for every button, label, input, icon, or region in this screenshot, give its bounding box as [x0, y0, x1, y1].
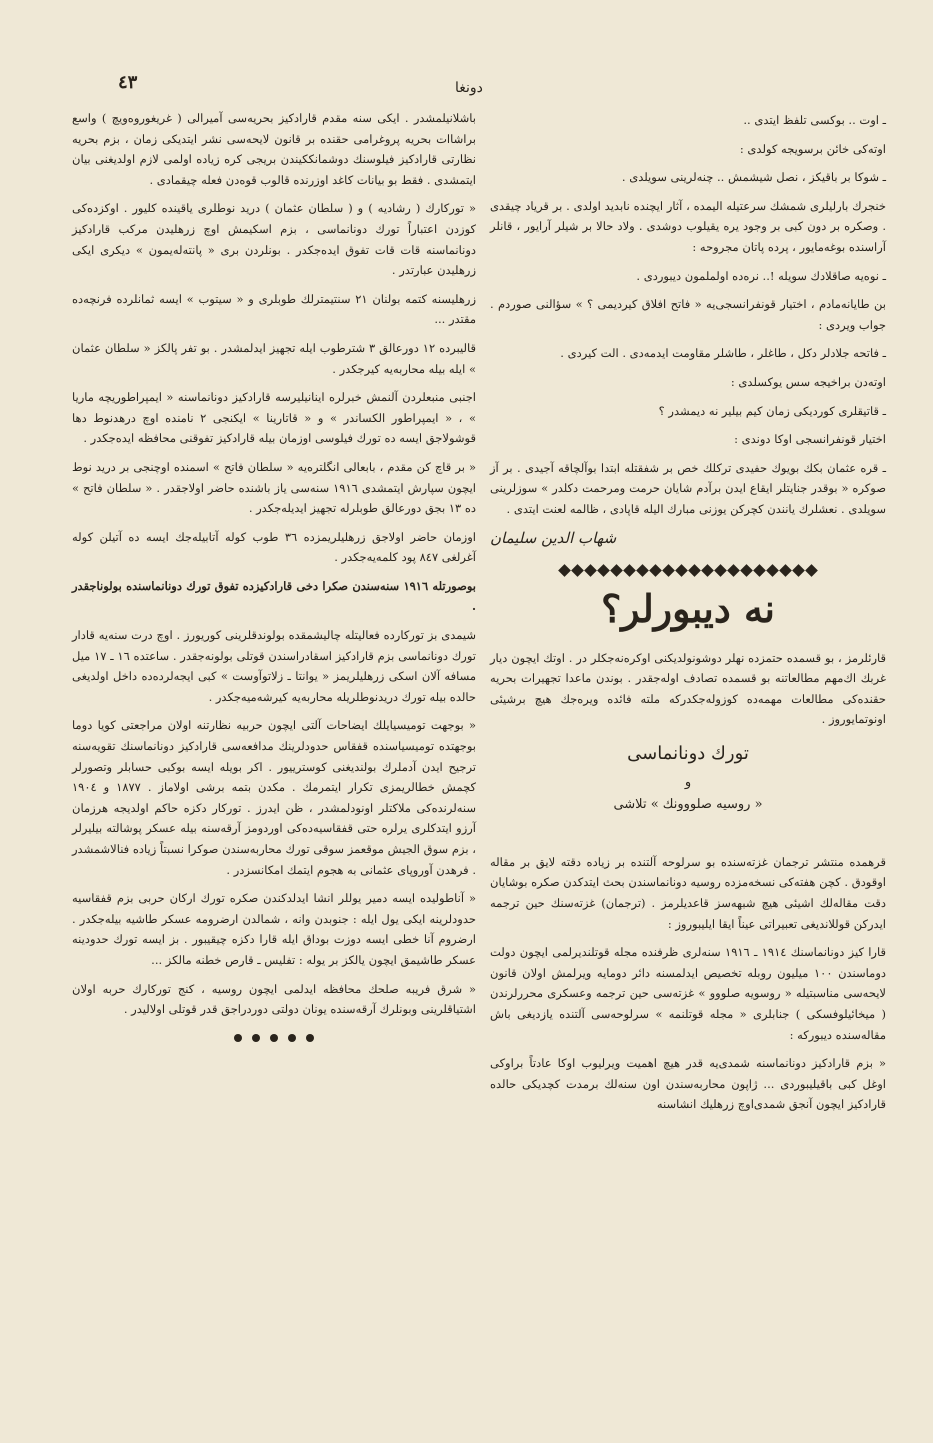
article-paragraph: اجنبی منبعلردن آلنمش خبرلره اینانیلیرسه قارادکیز دونانماسنه « ایمپراطوریچه ماریا » ، « ایمپراطور الکساندر » و « قاتارینا » ایکنجی ۲ نامنده اوچ درهدنوط دها قوشولاجق ایسه ده تورك فیلوسی اوزمان بیله قارادکیز تفوقنی محافظه ایده‌جکدر . [72, 390, 476, 446]
ornament-dot [270, 1034, 278, 1042]
article-bold-paragraph: بوصورتله ۱۹۱٦ سنه‌سندن صکرا دخی قارادکیزده تفوق تورك دونانماسنده بولوناجقدر . [72, 578, 477, 614]
dialogue-line: ـ فاتحه جلادلر دکل ، طاغلر ، طاشلر مقاومت ایدمه‌دی . الت کیردی . [560, 346, 886, 361]
ornament-dot [252, 1034, 260, 1042]
article-paragraph: « بوجهت تومیسیایلك ایضاحات آلتی ایچون حربیه نظارتنه اولان مراجعتی کویا دوما بوجهتده تومیسیاسنده قفقاس حدودلرینك مدافعه‌سی قارادکیز دونانماسنك تقویه‌سنه ترجیح ایدن آدملرك بولندیغنی کوسترییور . اکر بویله ایسه بوکبی حسابلر وتصورلر کچمش خطالریمزی تکرار ایتمرمك . مکدن بتمه برشی اولاماز . ۱۸۷۷ و ۱۹۰٤ سنه‌لرنده‌کی ملاکتلر اونودلمشدر ، ظن ایدرز . تورکار دکزه حاکم اولدیجه هرزمان آرزو ایتدکلری یرلره حتی قفقاسیه‌ده‌کی اوردومز آرقه‌سنه بیله عسکر پوشالته بیلیرلر ، بزم سوق الجیش موقعمز سوقی تورك محاربه‌سندن صوکرا نسبتاً زیاده فنالاشمشدر . فرهدن آوروپای عثمانی به هجوم ایتمك امکانسزدر . [72, 718, 476, 877]
article-paragraph: « تورکارك ( رشادیه ) و ( سلطان عثمان ) درید نوطلری یاقینده کلیور . اوکزده‌کی کوزدن اعتباراً تورك دونانماسی ، بزم اسکیمش اوچ زرهلیدن مرکب قارادکیز دونانماسنه قات قات تفوق ایده‌جکدر . بونلردن بری « پانته‌له‌یمون » دیکری ایکی زرهلیدن عبارتدر . [72, 201, 476, 278]
dialogue-line: ـ قاتیقلری کوردیکی زمان کیم بیلیر نه دیمشدر ؟ [658, 403, 886, 418]
dialogue-line: ـ نوه‌یه صاقلادك سویله !.. نره‌ده اولملمون دیبوردی . [636, 268, 886, 283]
article-paragraph: قرهمده منتشر ترجمان غزته‌سنده بو سرلوحه آلتنده بر زیاده دقته لایق بر مقاله اوقودق . کچن هفته‌کی نسخه‌مزده روسیه دونانماسندن بحث ایتدکدن صکره بوشایان دقت مقاله‌لك اشیئی هیچ شبهه‌سز قاعدیلرمز . (ترجمان) غزته‌سنك حین ترجمه ایدرکن قوللاندیغی تعبیراتی عیناً ایقا ایلیبوروز : [490, 854, 886, 931]
end-ornament [72, 1034, 476, 1042]
ornament-dot [234, 1034, 242, 1042]
article-paragraph: « شرق فریبه صلحك محافظه ایدلمی ایچون روسیه ، کنج تورکارك حربه اولان اشتیاقلرینی وبونلرك آرقه‌سنده یونان دولتی دوردراجق قدر قوتلی اولالیدر . [72, 981, 476, 1017]
article-paragraph: قالیبرده ۱۲ دورعالق ۳ شترطوب ایله تجهیز ایدلمشدر . بو تفر پالکز « سلطان عثمان » ایله بیله محاربه‌یه کیرجکدر . [72, 340, 477, 376]
article-title: تورك دونانماسی [627, 743, 749, 765]
dialogue-line: ـ اوت .. بوکسی تلفظ ایتدی .. [743, 113, 886, 127]
section-divider [490, 566, 886, 575]
title-conjunction: و [684, 774, 692, 790]
ornament-dot [288, 1034, 296, 1042]
ornament-dot [306, 1034, 314, 1042]
article-paragraph: شیمدی بز تورکارده فعالیتله چالیشمقده بولوندقلرینی کوریورز . اوچ درت سنه‌یه قادار تورك دونانماسی بزم قارادکیز اسقادراسندن قوتلی بولونه‌جقدر . ساعتده ۱٦ ـ ۱۷ میل مسافه آلان اسکی زرهلیلریمز « یوانتا ـ زلاتوآوست » کبی ایجه‌لرده‌ده داخل اولدیغی حالده بیله تورك دریدنوطلریله محاربه‌یه کیرشه‌میه‌جکدر . [72, 628, 476, 704]
dialogue-line: اختیار قونفرانسجی اوکا دوندی : [734, 432, 886, 447]
dialogue-line: ـ قره عثمان بکك بویوك حفیدی ترکلك خص بر شفقتله ابتدا بوآلچاقه آجیدی . بر آز صوکره « بوقدر جنایتلر ایقاع ایدن برآدم شایان حرمت ومرحمت دکلدر » سوزلرینی سویلدی . نعشلرك یانندن کچرکن یوزنی مبارك الیله قاپادی ، ظالمه لعنت ایتدی . [490, 460, 886, 516]
dialogue-line: بن طایانه‌مادم ، اختیار قونفرانسجی‌یه « فاتح افلاق کیردیمی ؟ » سؤالنی صوردم . جواب ویردی : [490, 297, 886, 332]
article-paragraph: « آناطولیده ایسه دمیر یوللر انشا ایدلدکندن صکره تورك ارکان حربی بزم قفقاسیه حدودلرینه ایکی یول ایله : جنوبدن وانه ، شمالدن ارضرومه عسکر طاشیه بیله‌جکدر . ارضروم آنا خطی ایسه دوزت بوداق ایله قارا دکزه چیقیبور . بز ایسه تورك حدودینه عسکر طاشیمق ایچون یالکز بر یوله : تفلیس ـ قارص خطنه مالکز ... [72, 891, 476, 967]
dialogue-line: ـ شوکا بر باقیکز ، نصل شیشمش .. چنه‌لرینی سویلدی . [621, 170, 886, 185]
page-number: ٤٣ [118, 72, 138, 93]
dialogue-line: اوته‌دن براخیجه سس یوکسلدی : [730, 374, 886, 389]
right-column [490, 110, 886, 1123]
dialogue-line: خنجرك بارلیلری شمشك سرعتیله الیمده ، آثار ایچنده نابدید اولدی . بر قریاد چیقدی . وصکره بر دون کبی بر وجود یره یقیلوب دوشدی . ولاد حالا بر شیلر آرایور ، قانلر آراسنده بوغه‌مایور ، پرده پاتان مجروحه : [490, 198, 886, 254]
author-signature: شهاب الدین سلیمان [490, 528, 617, 547]
left-column [72, 108, 476, 1042]
article-paragraph: اوزمان حاضر اولاجق زرهلیلریمزده ۳٦ طوب کوله آتابیله‌جك ایسه ده آتیلن کوله آغرلغی ۸٤۷ پود کلمه‌یه‌جکدر . [72, 529, 476, 565]
article-paragraph: زرهلیسنه کتمه بولنان ۲۱ سنتیمترلك طوبلری و « سیتوب » ایسه ثمانلرده فرنچه‌ده مقتدر ... [72, 291, 476, 327]
section-intro: قارئلرمز ، بو قسمده حتمزده نهلر دوشونولدیکنی اوکره‌نه‌جکلر در . اوتك ایچون دیار غربك اك‌مهم مطالعاتنه بو قسمده تصادف اوله‌جقدر . بوندن ماعدا تجهیرات بحریه حقنده‌کی مطالعات مهمه‌ده کوزوله‌جکدرکه ملته فائده ویره‌جك هیچ برشیئی اونوتمایوروز . [490, 650, 886, 727]
dialogue-line: اوته‌کی خائن برسویجه کولدی : [739, 141, 886, 156]
page-header-title: دونغا [455, 80, 483, 96]
article-paragraph: « بر قاچ کن مقدم ، بابعالی انگلتره‌یه « سلطان فاتح » اسمنده اوچنجی بر درید نوط ایچون سپارش ایتمشدی ۱۹۱٦ سنه‌سی یاز باشنده حاضر اولاجقدر . « سلطان فاتح » ده ۱۳ بجق دورعالق طوبلرله تجهیز ایدیله‌جکدر . [72, 459, 476, 516]
article-subtitle: « روسیه صلووونك » تلاشی [613, 797, 763, 813]
article-paragraph: « بزم قارادکیز دونانماسنه شمدی‌یه قدر هیچ اهمیت ویرلیوب اوکا عادتاً براوکی اوغل کبی باقیلیبوردی ... ژاپون محاربه‌سندن اون سنه‌لك برمدت کچدیکی حالده قارادکیز ایچون آنجق شمدی‌اوچ زرهلیك انشاسنه [490, 1056, 886, 1112]
article-paragraph: قارا کیز دونانماسنك ۱۹۱٤ ـ ۱۹۱٦ سنه‌لری ظرفنده مجله قوتلندیرلمی ایچون دولت دوماسندن ۱۰۰ میلیون روبله تخصیص ایدلمسنه دائر دومایه ویرلمش اولان قانون لایحه‌سی مناسبتیله « روسویه صلووو » غزته‌سی حین ترجمه وعسکری محررلرندن ( میخائیلوفسکی ) جنابلری « مجله قوتلنمه » سرلوحه‌سی آلتنده یازدیغی باش مقاله‌سنده دیبورکه : [490, 945, 886, 1042]
article-paragraph: باشلانیلمشدر . ایکی سنه مقدم قارادکیز بحریه‌سی آمیرالی ( غریغوروه‌ویچ ) واسع براشاات بحریه پروغرامی حقنده بر قانون لایحه‌سی نشر ایتدیکی زمان ، بزم بحریه نظارتی قارادکیز فیلوسنك دوشمانککیندن بریجی کره زیاده اولمی لازم اولدیغنی بیان ایتمشدی . فقط بو بیانات کاغد اوزرنده قالوب قوه‌دن فعله چیقمادی . [72, 111, 476, 187]
section-title: نه دیبورلر؟ [601, 586, 775, 632]
